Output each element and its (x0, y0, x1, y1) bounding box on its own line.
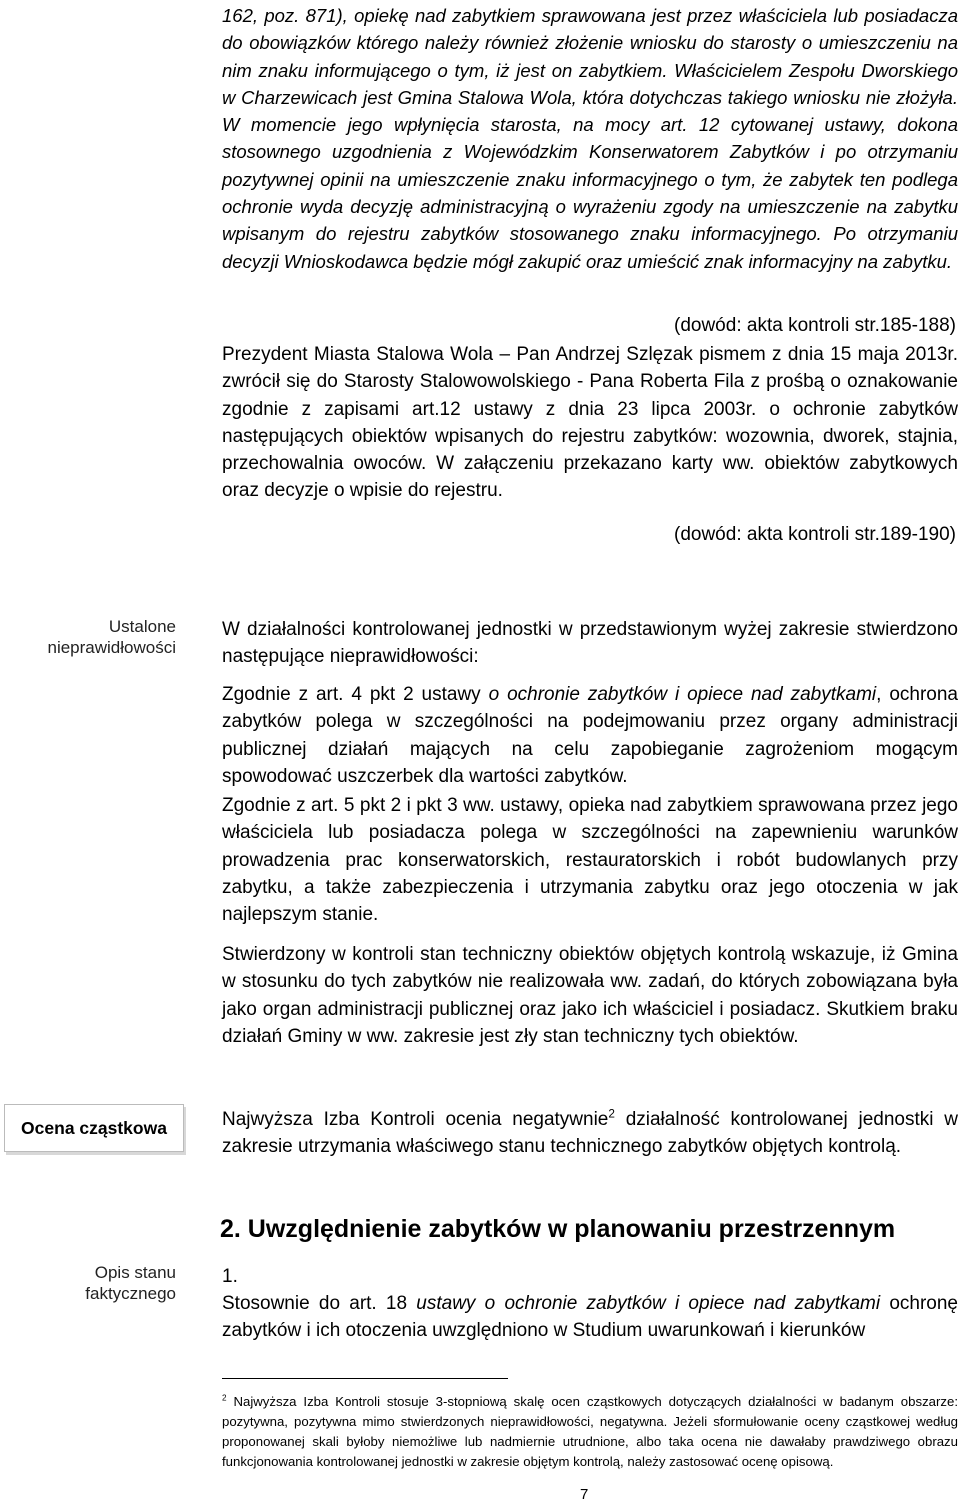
footnote-ref: 2 (608, 1107, 615, 1121)
evidence-ref-2: (dowód: akta kontroli str.189-190) (674, 524, 956, 545)
irregularities-paragraph-3: Stwierdzony w kontroli stan techniczny obiektów objętych kontrolą wskazuje, iż Gmina w stosunku do tych zabytków nie realizowała ww. zadań, do których zobowiązana była jako organ administracji publicznej oraz jako ich właściciel i posiadacz. Skutkiem braku działań Gminy w ww. zakresie jest zły stan techniczny tych obiektów. (222, 944, 958, 1047)
irregularities-paragraph-2: Zgodnie z art. 5 pkt 2 i pkt 3 ww. ustawy, opieka nad zabytkiem sprawowana przez jego właściciela lub posiadacza polega w szczególności na zapewnieniu warunków prowadzenia prac konserwatorskich, restauratorskich i robót budowlanych przy zabytku, a także zabezpieczenia i utrzymania zabytku oraz jego otoczenia w jak najlepszym stanie. (222, 795, 958, 926)
side-label-irregularities: Ustalone nieprawidłowości (47, 617, 176, 657)
side-label-facts: Opis stanu faktycznego (85, 1263, 176, 1303)
letter-paragraph: Prezydent Miasta Stalowa Wola – Pan Andrzej Szlęzak pismem z dnia 15 maja 2013r. zwrócił się do Starosty Stalowowolskiego - Pana Roberta Fila z prośbą o oznakowanie zgodnie z zapisami art.12 ustawy z dnia 23 lipca 2003r. o ochronie zabytków następujących obiektów wpisanych do rejestru zabytków: wozownia, dworek, stajnia, przechowalnia owoców. W załączeniu przekazano karty ww. obiektów zabytkowych oraz decyzje o wpisie do rejestru. (222, 344, 958, 502)
irregularities-intro: W działalności kontrolowanej jednostki w przedstawionym wyżej zakresie stwierdzono następujące nieprawidłowości: (222, 619, 958, 668)
intro-paragraph: 162, poz. 871), opiekę nad zabytkiem sprawowana jest przez właściciela lub posiadacza do obowiązków którego należy również złożenie wniosku do starosty o umieszczeniu na nim znaku informującego o tym, iż jest on zabytkiem. Właścicielem Zespołu Dworskiego w Charzewicach jest Gmina Stalowa Wola, która dotychczas takiego wniosku nie złożyła. W momencie jego wpłynięcia starosta, na mocy art. 12 cytowanej ustawy, dokona stosownego uzgodnienia z Wojewódzkim Konserwatorem Zabytków i po otrzymaniu pozytywnej opinii na umieszczenie znaku informacyjnego o tym, że zabytek ten podlega ochronie wyda decyzję administracyjną o wyrażeniu zgody na umieszczenie na zabytku wpisanym do rejestru zabytków stosowanego znaku informacyjnego. Po otrzymaniu decyzji Wnioskodawca będzie mógł zakupić oraz umieścić znak informacyjny na zabytku. (222, 5, 958, 272)
section2-paragraph: Stosownie do art. 18 ustawy o ochronie zabytków i opiece nad zabytkami ochronę zabytków i ich otoczenia uwzględniono w Studium uwarunkowań i kierunków (222, 1293, 958, 1342)
footnote: $^2$ Najwyższa Izba Kontroli stosuje 3-stopniową skalę ocen cząstkowych dotyczących działalności w badanym obszarze: pozytywna, pozytywna mimo stwierdzonych nieprawidłowości, negatywna. Jeżeli sformułowanie oceny cząstkowej według proponowanej skali byłoby niemożliwe lub nadmiernie utrudnione, albo taka ocena nie dawałaby prawdziwego obrazu funkcjonowania kontrolowanej jednostki w zakresie objętym kontrolą, należy zastosować ocenę opisową. (222, 1393, 958, 1469)
assessment-paragraph: Najwyższa Izba Kontroli ocenia negatywnie$^2$ działalność kontrolowanej jednostki w zakresie utrzymania właściwego stanu technicznego zabytków objętych kontrolą. (222, 1107, 958, 1158)
irregularities-paragraph-1: Zgodnie z art. 4 pkt 2 ustawy o ochronie zabytków i opiece nad zabytkami, ochrona zabytków polega w szczególności na podejmowaniu przez organy administracji publicznej działań mających na celu zapobieganie zagrożeniom mogącym spowodować uszczerbek dla wartości zabytków. (222, 684, 958, 787)
evidence-ref-1: (dowód: akta kontroli str.185-188) (674, 315, 956, 336)
section-heading: 2. Uwzględnienie zabytków w planowaniu przestrzennym (220, 1215, 896, 1243)
footnote-divider (222, 1378, 508, 1379)
item-number: 1. (222, 1266, 238, 1287)
assessment-label-box: Ocena cząstkowa (4, 1104, 184, 1152)
page-number: 7 (580, 1486, 589, 1503)
